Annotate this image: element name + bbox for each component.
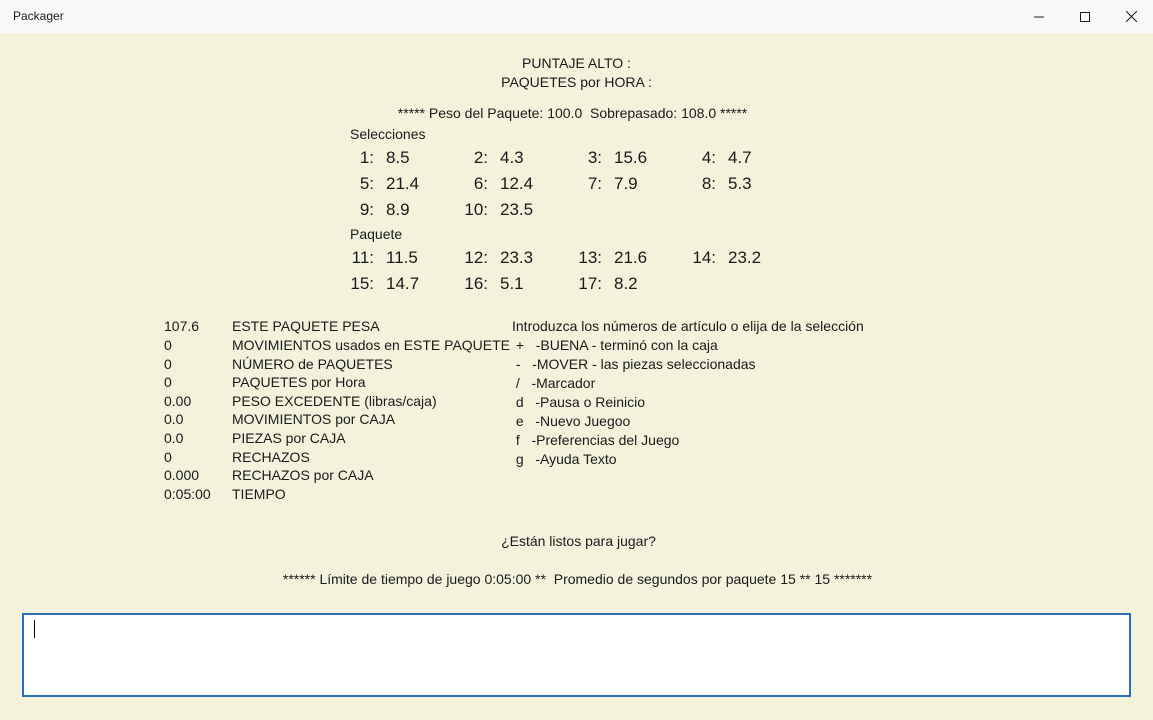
stat-label: PESO EXCEDENTE (libras/caja)	[232, 393, 437, 409]
stat-value: 0:05:00	[164, 486, 211, 502]
stat-label: PAQUETES por Hora	[232, 374, 366, 390]
package-item: 16: 5.1	[464, 274, 524, 293]
minimize-button[interactable]	[1016, 0, 1062, 33]
stat-label: NÚMERO de PAQUETES	[232, 356, 393, 372]
selection-item: 5: 21.4	[359, 174, 420, 193]
selection-item: 6: 12.4	[473, 174, 534, 193]
stat-value: 0.0	[164, 430, 184, 446]
selection-item: 4: 4.7	[701, 148, 752, 167]
stat-value: 0.000	[164, 467, 200, 483]
menu-item-scoreboard: / -Marcador	[512, 375, 596, 391]
stat-label: ESTE PAQUETE PESA	[232, 318, 380, 334]
menu-item-help: g -Ayuda Texto	[512, 451, 617, 467]
selection-item: 8: 5.3	[701, 174, 752, 193]
ready-prompt: ¿Están listos para jugar?	[501, 533, 656, 549]
stat-label: RECHAZOS por CAJA	[232, 467, 374, 483]
time-limit-line: ****** Límite de tiempo de juego 0:05:00 ** Promedio de segundos por paquete 15 ** 15 *******	[282, 571, 873, 587]
stat-value: 0	[164, 356, 172, 372]
stat-label: MOVIMIENTOS usados en ESTE PAQUETE	[232, 337, 511, 353]
selection-item: 1: 8.5	[359, 148, 410, 167]
minimize-icon	[1034, 12, 1044, 22]
maximize-button[interactable]	[1062, 0, 1108, 33]
close-icon	[1126, 11, 1137, 22]
selection-item: 7: 7.9	[587, 174, 638, 193]
package-item: 11: 11.5	[351, 248, 418, 267]
package-item: 17: 8.2	[578, 274, 638, 293]
window-title: Packager	[13, 9, 64, 23]
menu-item-good: + -BUENA - terminó con la caja	[512, 337, 718, 353]
package-weight-line: ***** Peso del Paquete: 100.0 Sobrepasado: 108.0 *****	[397, 105, 748, 121]
stat-value: 0	[164, 374, 172, 390]
selection-item: 2: 4.3	[473, 148, 524, 167]
package-item: 14: 23.2	[692, 248, 762, 267]
selection-item: 9: 8.9	[359, 200, 410, 219]
stat-value: 0	[164, 337, 172, 353]
package-label: Paquete	[350, 226, 403, 242]
stat-label: MOVIMIENTOS por CAJA	[232, 411, 396, 427]
menu-item-new-game: e -Nuevo Juegoo	[512, 413, 631, 429]
package-item: 13: 21.6	[578, 248, 648, 267]
stat-value: 0.00	[164, 393, 192, 409]
menu-item-move: - -MOVER - las piezas seleccionadas	[512, 356, 756, 372]
high-score-label: PUNTAJE ALTO :	[522, 55, 631, 71]
selections-label: Selecciones	[350, 126, 426, 142]
stat-value: 107.6	[164, 318, 200, 334]
menu-intro: Introduzca los números de artículo o elija de la selección	[512, 318, 864, 334]
stat-label: TIEMPO	[232, 486, 286, 502]
maximize-icon	[1080, 12, 1090, 22]
selection-item: 10: 23.5	[464, 200, 534, 219]
text-caret	[34, 620, 35, 638]
menu-item-preferences: f -Preferencias del Juego	[512, 432, 680, 448]
package-item: 12: 23.3	[464, 248, 534, 267]
stat-value: 0.0	[164, 411, 184, 427]
menu-item-pause: d -Pausa o Reinicio	[512, 394, 646, 410]
close-button[interactable]	[1108, 0, 1153, 33]
packages-per-hour-label: PAQUETES por HORA :	[501, 74, 652, 90]
package-item: 15: 14.7	[350, 274, 420, 293]
stat-label: PIEZAS por CAJA	[232, 430, 346, 446]
selection-item: 3: 15.6	[587, 148, 648, 167]
command-input[interactable]	[22, 613, 1131, 697]
stat-label: RECHAZOS	[232, 449, 310, 465]
title-bar[interactable]	[0, 0, 1153, 33]
stat-value: 0	[164, 449, 172, 465]
